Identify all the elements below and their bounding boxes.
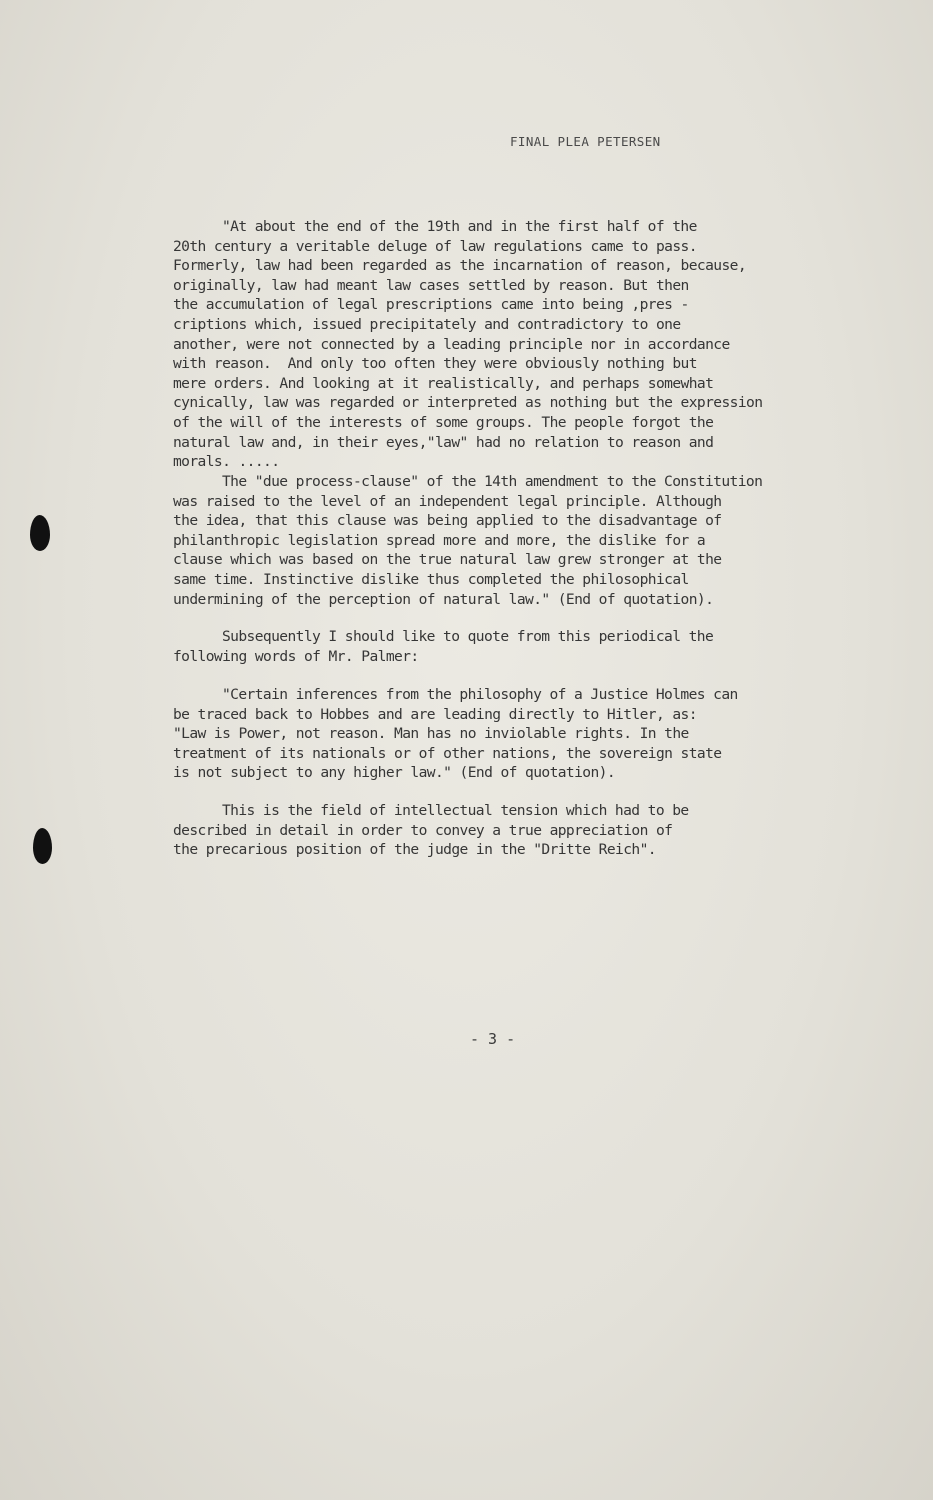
text-line: same time. Instinctive dislike thus completed the philosophical <box>173 571 689 588</box>
text-line: clause which was based on the true natural law grew stronger at the <box>173 551 722 569</box>
text-line: 20th century a veritable deluge of law regulations came to pass. <box>173 237 697 255</box>
text-line: is not subject to any higher law." (End of quotation). <box>173 764 616 782</box>
document-header: FINAL PLEA PETERSEN <box>510 134 661 149</box>
text-line: This is the field of intellectual tension which had to be <box>222 802 689 819</box>
text-line: the idea, that this clause was being applied to the disadvantage of <box>173 512 722 530</box>
text-line: following words of Mr. Palmer: <box>173 647 419 665</box>
text-line: with reason. And only too often they were obviously nothing but <box>173 355 697 373</box>
text-line: the accumulation of legal prescriptions came into being ,pres - <box>173 296 689 314</box>
text-line: of the will of the interests of some groups. The people forgot the <box>173 414 714 431</box>
punch-hole-bottom <box>33 828 52 864</box>
text-line: morals. ..... <box>173 453 280 471</box>
text-line: The "due process-clause" of the 14th amendment to the Constitution <box>222 473 763 490</box>
text-line: Subsequently I should like to quote from this periodical the <box>222 628 714 645</box>
text-line: "Law is Power, not reason. Man has no inviolable rights. In the <box>173 725 689 743</box>
text-line: described in detail in order to convey a true appreciation of <box>173 821 673 839</box>
text-line: the precarious position of the judge in the "Dritte Reich". <box>173 841 656 859</box>
text-line: another, were not connected by a leading principle nor in accordance <box>173 335 730 353</box>
text-line: originally, law had meant law cases settled by reason. But then <box>173 276 689 294</box>
text-line: was raised to the level of an independent legal principle. Although <box>173 492 722 510</box>
page-number: - 3 - <box>470 1030 516 1048</box>
text-line: cynically, law was regarded or interpreted as nothing but the expression <box>173 394 763 412</box>
text-line: "At about the end of the 19th and in the first half of the <box>222 218 697 235</box>
text-line: mere orders. And looking at it realistically, and perhaps somewhat <box>173 374 714 392</box>
text-line: philanthropic legislation spread more and more, the dislike for a <box>173 531 706 549</box>
text-line: Formerly, law had been regarded as the incarnation of reason, because, <box>173 257 747 275</box>
text-line: treatment of its nationals or of other nations, the sovereign state <box>173 744 722 762</box>
text-line: be traced back to Hobbes and are leading directly to Hitler, as: <box>173 705 697 723</box>
text-line: natural law and, in their eyes,"law" had no relation to reason and <box>173 433 714 451</box>
text-line: "Certain inferences from the philosophy of a Justice Holmes can <box>222 686 738 703</box>
text-line: criptions which, issued precipitately and contradictory to one <box>173 316 681 333</box>
text-line: undermining of the perception of natural law." (End of quotation). <box>173 590 714 608</box>
punch-hole-top <box>30 515 50 551</box>
